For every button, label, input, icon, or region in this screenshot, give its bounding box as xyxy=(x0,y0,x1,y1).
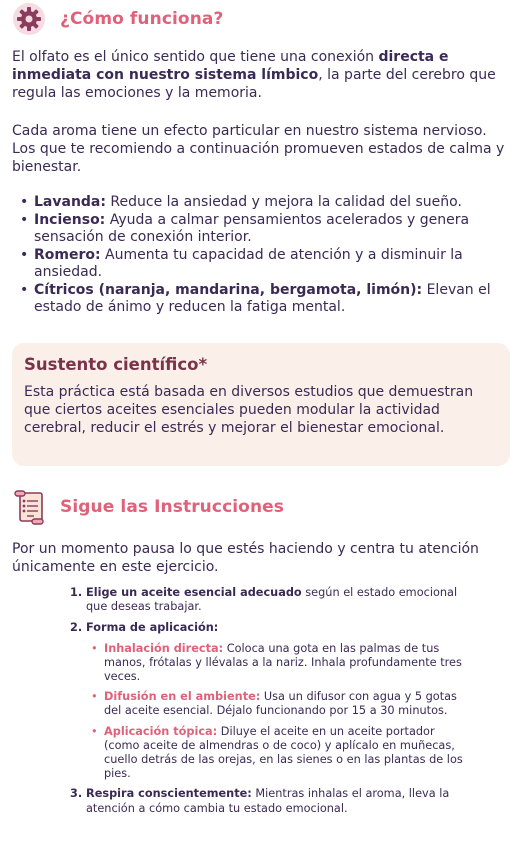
step-2: 2. Forma de aplicación: xyxy=(70,621,219,635)
science-text: Esta práctica está basada en diversos estudios que demuestran que ciertos aceites esenciales pueden modular la actividad cerebral, reducir el estrés y mejorar el bienestar emocional. xyxy=(24,384,474,436)
list-item: • Lavanda: Reduce la ansiedad y mejora la calidad del sueño. xyxy=(12,194,512,212)
gear-icon xyxy=(12,2,46,36)
method-item: • Inhalación directa: Coloca una gota en las palmas de tus manos, frótalas y llévalas a la nariz. Inhala profundamente tres veces. xyxy=(87,642,470,685)
step-1: 1. Elige un aceite esencial adecuado según el estado emocional que deseas trabajar. xyxy=(70,586,458,614)
instructions-header xyxy=(12,490,284,524)
science-title: Sustento científico* xyxy=(24,355,208,374)
how-title: ¿Cómo funciona? xyxy=(60,9,224,29)
instructions-intro: Por un momento pausa lo que estés haciendo y centra tu atención únicamente en este ejercicio. xyxy=(12,541,479,575)
scroll-icon xyxy=(12,490,46,524)
aroma-list xyxy=(12,194,512,317)
step-3: 3. Respira conscientemente: Mientras inhalas el aroma, lleva la atención a cómo cambia tu estado emocional. xyxy=(70,787,450,815)
how-paragraph-2: Cada aroma tiene un efecto particular en nuestro sistema nervioso. Los que te recomiendo a continuación promueven estados de calma y bienestar. xyxy=(12,123,505,175)
science-card xyxy=(12,343,510,466)
method-item: • Difusión en el ambiente: Usa un difusor con agua y 5 gotas del aceite esencial. Déjalo funcionando por 15 a 30 minutos. xyxy=(87,690,470,718)
instructions-title: Sigue las Instrucciones xyxy=(60,497,284,517)
how-header xyxy=(12,2,223,36)
list-item: • Cítricos (naranja, mandarina, bergamota, limón): Elevan el estado de ánimo y reducen la fatiga mental. xyxy=(12,282,512,317)
list-item: • Incienso: Ayuda a calmar pensamientos acelerados y genera sensación de conexión interior. xyxy=(12,212,512,247)
method-item: • Aplicación tópica: Diluye el aceite en un aceite portador (como aceite de almendras o de coco) y aplícalo en muñecas, cuello detrás de las orejas, en las sienes o en las plantas de los pies. xyxy=(87,725,470,782)
steps-list xyxy=(70,586,470,823)
list-item: • Romero: Aumenta tu capacidad de atención y a disminuir la ansiedad. xyxy=(12,247,512,282)
how-paragraph-1: El olfato es el único sentido que tiene una conexión directa e inmediata con nuestro sistema límbico, la parte del cerebro que regula las emociones y la memoria. xyxy=(12,49,496,101)
